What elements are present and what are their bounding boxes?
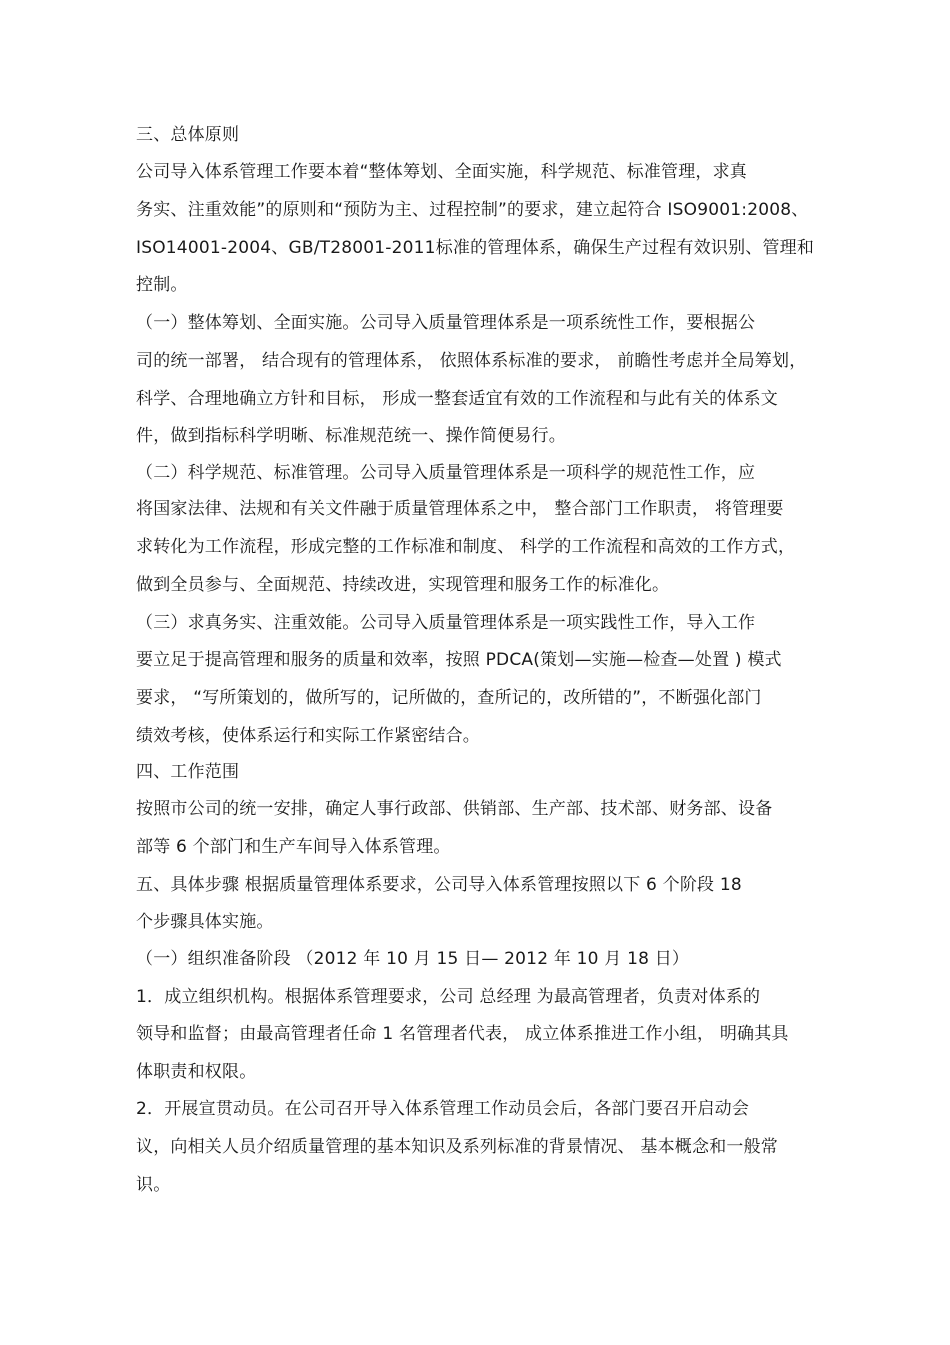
paragraph-line: 部等 6 个部门和生产车间导入体系管理。 [136,837,451,857]
paragraph-line: 绩效考核，使体系运行和实际工作紧密结合。 [136,726,480,746]
paragraph-line: 求转化为工作流程，形成完整的工作标准和制度、 科学的工作流程和高效的工作方式， [136,537,796,557]
paragraph-line: 按照市公司的统一安排，确定人事行政部、供销部、生产部、技术部、财务部、设备 [136,799,773,819]
paragraph-line: 科学、合理地确立方针和目标， 形成一整套适宜有效的工作流程和与此有关的体系文 [136,389,779,409]
paragraph-line: （三）求真务实、注重效能。公司导入质量管理体系是一项实践性工作，导入工作 [136,613,756,633]
paragraph-line: 做到全员参与、全面规范、持续改进，实现管理和服务工作的标准化。 [136,575,670,595]
subsection-heading: （一）组织准备阶段 （2012 年 10 月 15 日— 2012 年 10 月 18 日） [136,949,690,969]
paragraph-line: （一）整体筹划、全面实施。公司导入质量管理体系是一项系统性工作，要根据公 [136,313,756,333]
paragraph-line: ISO14001-2004、GB/T28001-2011标准的管理体系，确保生产过程有效识别、管理和 [136,238,815,258]
paragraph-line: 领导和监督；由最高管理者任命 1 名管理者代表， 成立体系推进工作小组， 明确其具 [136,1024,789,1044]
paragraph-line: 公司导入体系管理工作要本着“整体筹划、全面实施，科学规范、标准管理，求真 [136,162,748,182]
paragraph-line: 件，做到指标科学明晰、标准规范统一、操作简便易行。 [136,426,566,446]
paragraph-line: 1．成立组织机构。根据体系管理要求，公司 总经理 为最高管理者，负责对体系的 [136,987,761,1007]
paragraph-line: 识。 [136,1175,171,1195]
paragraph-line: 司的统一部署， 结合现有的管理体系， 依照体系标准的要求， 前瞻性考虑并全局筹划， [136,351,807,371]
section-heading-principles: 三、总体原则 [136,125,240,145]
paragraph-line: 要求， “写所策划的，做所写的，记所做的，查所记的，改所错的”，不断强化部门 [136,688,762,708]
paragraph-line: 将国家法律、法规和有关文件融于质量管理体系之中， 整合部门工作职责， 将管理要 [136,499,784,519]
paragraph-line: （二）科学规范、标准管理。公司导入质量管理体系是一项科学的规范性工作，应 [136,463,756,483]
section-heading-steps: 五、具体步骤 根据质量管理体系要求，公司导入体系管理按照以下 6 个阶段 18 [136,875,742,895]
paragraph-line: 个步骤具体实施。 [136,912,274,932]
section-heading-scope: 四、工作范围 [136,762,240,782]
paragraph-line: 2．开展宣贯动员。在公司召开导入体系管理工作动员会后，各部门要召开启动会 [136,1099,750,1119]
paragraph-line: 议，向相关人员介绍质量管理的基本知识及系列标准的背景情况、 基本概念和一般常 [136,1137,779,1157]
paragraph-line: 控制。 [136,275,188,295]
paragraph-line: 务实、注重效能”的原则和“预防为主、过程控制”的要求，建立起符合 ISO9001:2008、 [136,200,809,220]
paragraph-line: 要立足于提高管理和服务的质量和效率，按照 PDCA(策划—实施—检查—处置 ) 模式 [136,650,782,670]
paragraph-line: 体职责和权限。 [136,1062,257,1082]
